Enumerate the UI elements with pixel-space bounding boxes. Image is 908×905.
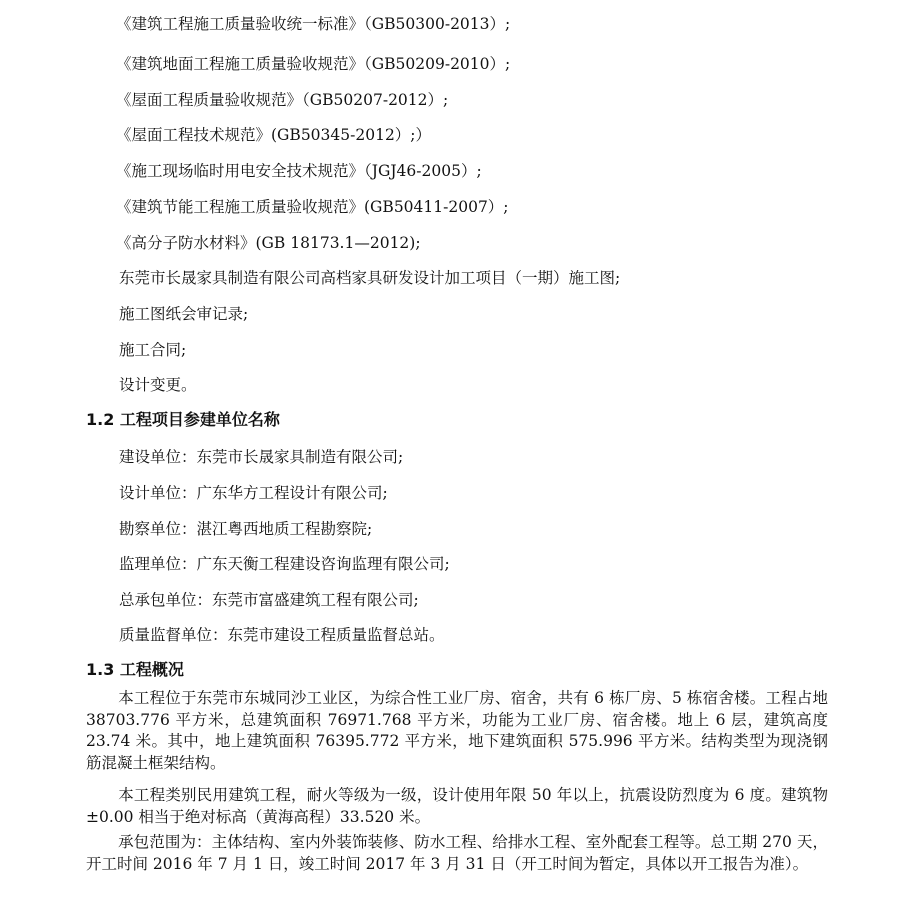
overview-paragraph	[86, 785, 828, 828]
participant-item: 总承包单位：东莞市富盛建筑工程有限公司;	[119, 591, 419, 609]
reference-item: 《施工现场临时用电安全技术规范》（JGJ46-2005）;	[116, 162, 482, 180]
participant-item: 建设单位：东莞市长晟家具制造有限公司;	[119, 448, 404, 466]
participant-item: 勘察单位：湛江粤西地质工程勘察院;	[119, 520, 373, 538]
overview-paragraph-text: 本工程类别民用建筑工程，耐火等级为一级，设计使用年限 50 年以上，抗震设防烈度为 6 度。建筑物±0.00 相当于绝对标高（黄海高程）33.520 米。	[86, 786, 828, 826]
overview-paragraph-text: 承包范围为：主体结构、室内外装饰装修、防水工程、给排水工程、室外配套工程等。总工期 270 天，开工时间 2016 年 7 月 1 日，竣工时间 2017 年 3 月 31 日（开工时间为暂定，具体以开工报告为准）。	[86, 833, 828, 873]
reference-item: 《建筑工程施工质量验收统一标准》（GB50300-2013）;	[116, 15, 511, 33]
participant-item: 设计单位：广东华方工程设计有限公司;	[119, 484, 388, 502]
section-heading-1-3: 1.3 工程概况	[86, 660, 184, 679]
reference-item: 施工合同;	[119, 341, 187, 359]
overview-paragraph-text: 本工程位于东莞市东城同沙工业区，为综合性工业厂房、宿舍，共有 6 栋厂房、5 栋宿舍楼。工程占地 38703.776 平方米，总建筑面积 76971.768 平方米，功能为工业厂房、宿舍楼。地上 6 层，建筑高度 23.74 米。其中，地上建筑面积 76395.772 平方米，地下建筑面积 575.996 平方米。结构类型为现浇钢筋混凝土框架结构。	[86, 689, 828, 772]
reference-item: 《屋面工程技术规范》(GB50345-2012）;）	[116, 126, 432, 144]
reference-item: 东莞市长晟家具制造有限公司高档家具研发设计加工项目（一期）施工图;	[119, 269, 621, 287]
reference-item: 设计变更。	[119, 376, 197, 394]
reference-item: 施工图纸会审记录;	[119, 305, 249, 323]
participant-item: 质量监督单位：东莞市建设工程质量监督总站。	[119, 626, 445, 644]
overview-paragraph	[86, 688, 828, 774]
participant-item: 监理单位：广东天衡工程建设咨询监理有限公司;	[119, 555, 450, 573]
reference-item: 《建筑地面工程施工质量验收规范》（GB50209-2010）;	[116, 55, 511, 73]
section-heading-1-2: 1.2 工程项目参建单位名称	[86, 410, 280, 429]
reference-item: 《高分子防水材料》(GB 18173.1—2012);	[116, 234, 421, 252]
reference-item: 《屋面工程质量验收规范》（GB50207-2012）;	[116, 91, 449, 109]
overview-paragraph	[86, 832, 828, 875]
reference-item: 《建筑节能工程施工质量验收规范》(GB50411-2007）;	[116, 198, 509, 216]
